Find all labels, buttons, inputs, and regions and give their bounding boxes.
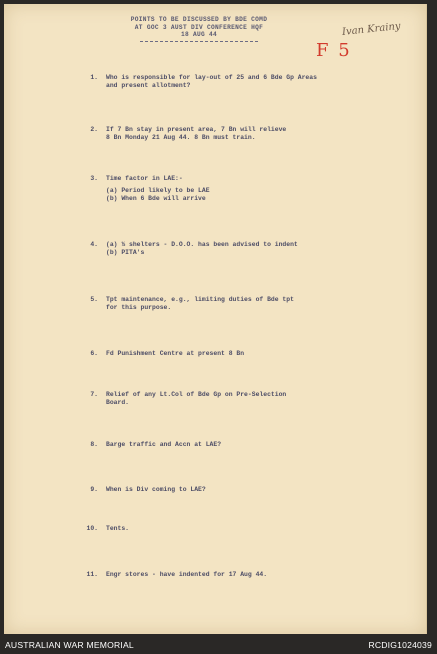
footer-reference-id: RCDIG1024039 bbox=[368, 640, 432, 650]
header-line-1: POINTS TO BE DISCUSSED BY BDE COMD bbox=[130, 16, 268, 23]
point-text-line: and present allotment? bbox=[106, 82, 191, 90]
point-number: 4. bbox=[90, 241, 98, 248]
point-text-line: for this purpose. bbox=[106, 304, 172, 312]
point-text-line: (a) Period likely to be LAE bbox=[106, 187, 210, 194]
point-text-line: (b) When 6 Bde will arrive bbox=[106, 195, 206, 202]
point-text-line: Barge traffic and Accn at LAE? bbox=[106, 441, 222, 448]
header-line-2: AT GOC 3 AUST DIV CONFERENCE HQF bbox=[134, 23, 264, 31]
point-text-line: Board. bbox=[106, 399, 130, 407]
point-number: 9. bbox=[90, 486, 98, 493]
red-file-stamp: F 5 bbox=[316, 40, 352, 61]
point-text-line: When is Div coming to LAE? bbox=[106, 486, 206, 493]
point-text-line: (b) PITA's bbox=[106, 249, 145, 257]
point-text-line: Relief of any Lt.Col of Bde Gp on Pre-Selection bbox=[106, 391, 287, 398]
point-number: 8. bbox=[90, 441, 98, 448]
point-number: 11. bbox=[86, 571, 98, 578]
handwritten-annotation: Ivan Krainy bbox=[341, 20, 402, 39]
footer-credit: AUSTRALIAN WAR MEMORIAL bbox=[5, 640, 134, 650]
point-number: 1. bbox=[90, 74, 98, 81]
point-text-line: (a) ½ shelters - D.O.O. has been advised to indent bbox=[106, 241, 298, 248]
point-text-line: Tents. bbox=[106, 525, 130, 532]
header-underline bbox=[140, 41, 258, 42]
point-text-line: If 7 Bn stay in present area, 7 Bn will relieve bbox=[106, 126, 287, 133]
point-number: 10. bbox=[86, 525, 98, 532]
point-number: 6. bbox=[90, 350, 98, 357]
point-text-line: Time factor in LAE:- bbox=[106, 175, 183, 182]
point-text-line: Engr stores - have indented for 17 Aug 44. bbox=[106, 571, 268, 578]
point-text-line: Fd Punishment Centre at present 8 Bn bbox=[106, 350, 245, 357]
document-header bbox=[104, 16, 294, 42]
point-text-line: Tpt maintenance, e.g., limiting duties of Bde tpt bbox=[106, 296, 294, 303]
point-number: 2. bbox=[90, 126, 98, 133]
document-page bbox=[4, 4, 427, 634]
point-text-line: Who is responsible for lay-out of 25 and 6 Bde Gp Areas bbox=[106, 74, 317, 81]
point-number: 3. bbox=[90, 175, 98, 182]
point-text-line: 8 Bn Monday 21 Aug 44. 8 Bn must train. bbox=[106, 134, 256, 142]
point-number: 7. bbox=[90, 391, 98, 398]
point-number: 5. bbox=[90, 296, 98, 303]
header-line-3: 18 AUG 44 bbox=[180, 31, 218, 39]
